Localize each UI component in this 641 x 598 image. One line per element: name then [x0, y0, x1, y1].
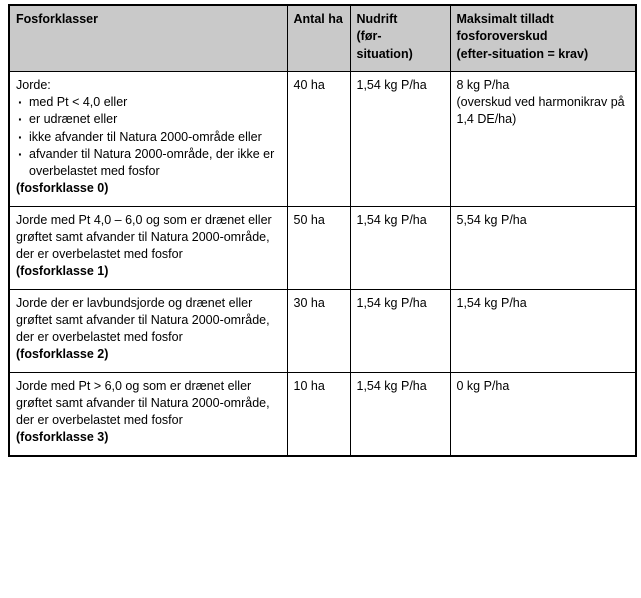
class-name-label: (fosforklasse 0) [16, 181, 109, 196]
column-header-maks-line-2: fosforoverskud [456, 29, 548, 44]
cell-maksimalt-tilladt: 5,54 kg P/ha [450, 206, 636, 289]
cell-antal-ha: 50 ha [287, 206, 350, 289]
table-body [9, 71, 636, 455]
table-row [9, 71, 636, 206]
cell-nudrift: 1,54 kg P/ha [350, 71, 450, 206]
column-header-maks-line-3: (efter-situation = krav) [456, 46, 589, 61]
column-header-fosforklasser-line-1: Fosforklasser [16, 12, 98, 26]
cell-maksimalt-tilladt: 0 kg P/ha [450, 372, 636, 456]
column-header-nudrift [350, 5, 450, 71]
cell-antal-ha: 10 ha [287, 372, 350, 456]
column-header-maksimalt-tilladt-fosforoverskud [450, 5, 636, 71]
cell-fosforklasse-2-description [9, 289, 287, 372]
cell-nudrift: 1,54 kg P/ha [350, 372, 450, 456]
cell-fosforklasse-3-description [9, 372, 287, 456]
criteria-list [16, 94, 281, 180]
class-description-text: Jorde der er lavbundsjorde og drænet eller grøftet samt afvander til Natura 2000-område, der er overbelastet med fosfor [16, 295, 270, 344]
class-name-label: (fosforklasse 3) [16, 430, 109, 445]
class-description-text: Jorde med Pt 4,0 – 6,0 og som er drænet eller grøftet samt afvander til Natura 2000-område, der er overbelastet med fosfor [16, 212, 272, 261]
cell-maksimalt-tilladt [450, 71, 636, 206]
fosforklasser-table [8, 4, 637, 457]
column-header-maks-line-1: Maksimalt tilladt [456, 12, 554, 26]
cell-antal-ha: 30 ha [287, 289, 350, 372]
class-name-label: (fosforklasse 1) [16, 264, 109, 279]
cell-fosforklasse-1-description [9, 206, 287, 289]
list-item: · med Pt < 4,0 eller [16, 94, 281, 111]
list-item: · ikke afvander til Natura 2000-område eller [16, 129, 281, 146]
table-header [9, 5, 636, 71]
maks-note: (overskud ved harmonikrav på 1,4 DE/ha) [456, 95, 625, 127]
table-row [9, 372, 636, 456]
cell-maksimalt-tilladt: 1,54 kg P/ha [450, 289, 636, 372]
cell-antal-ha: 40 ha [287, 71, 350, 206]
table-row [9, 206, 636, 289]
column-header-fosforklasser [9, 5, 287, 71]
list-item: · er udrænet eller [16, 111, 281, 128]
table-header-row [9, 5, 636, 71]
column-header-nudrift-line-3: situation) [356, 46, 413, 61]
class-description-text: Jorde med Pt > 6,0 og som er drænet eller grøftet samt afvander til Natura 2000-område, der er overbelastet med fosfor [16, 378, 270, 427]
class-intro-text: Jorde: [16, 77, 51, 92]
list-item: · afvander til Natura 2000-område, der ikke er overbelastet med fosfor [16, 146, 281, 181]
cell-nudrift: 1,54 kg P/ha [350, 289, 450, 372]
maks-value: 8 kg P/ha [456, 77, 510, 92]
cell-nudrift: 1,54 kg P/ha [350, 206, 450, 289]
cell-fosforklasse-0-description [9, 71, 287, 206]
class-name-label: (fosforklasse 2) [16, 347, 109, 362]
column-header-antal-ha [287, 5, 350, 71]
column-header-nudrift-line-2: (før- [356, 29, 382, 44]
column-header-antal-ha-line-1: Antal ha [293, 12, 343, 26]
column-header-nudrift-line-1: Nudrift [356, 12, 398, 26]
table-row [9, 289, 636, 372]
